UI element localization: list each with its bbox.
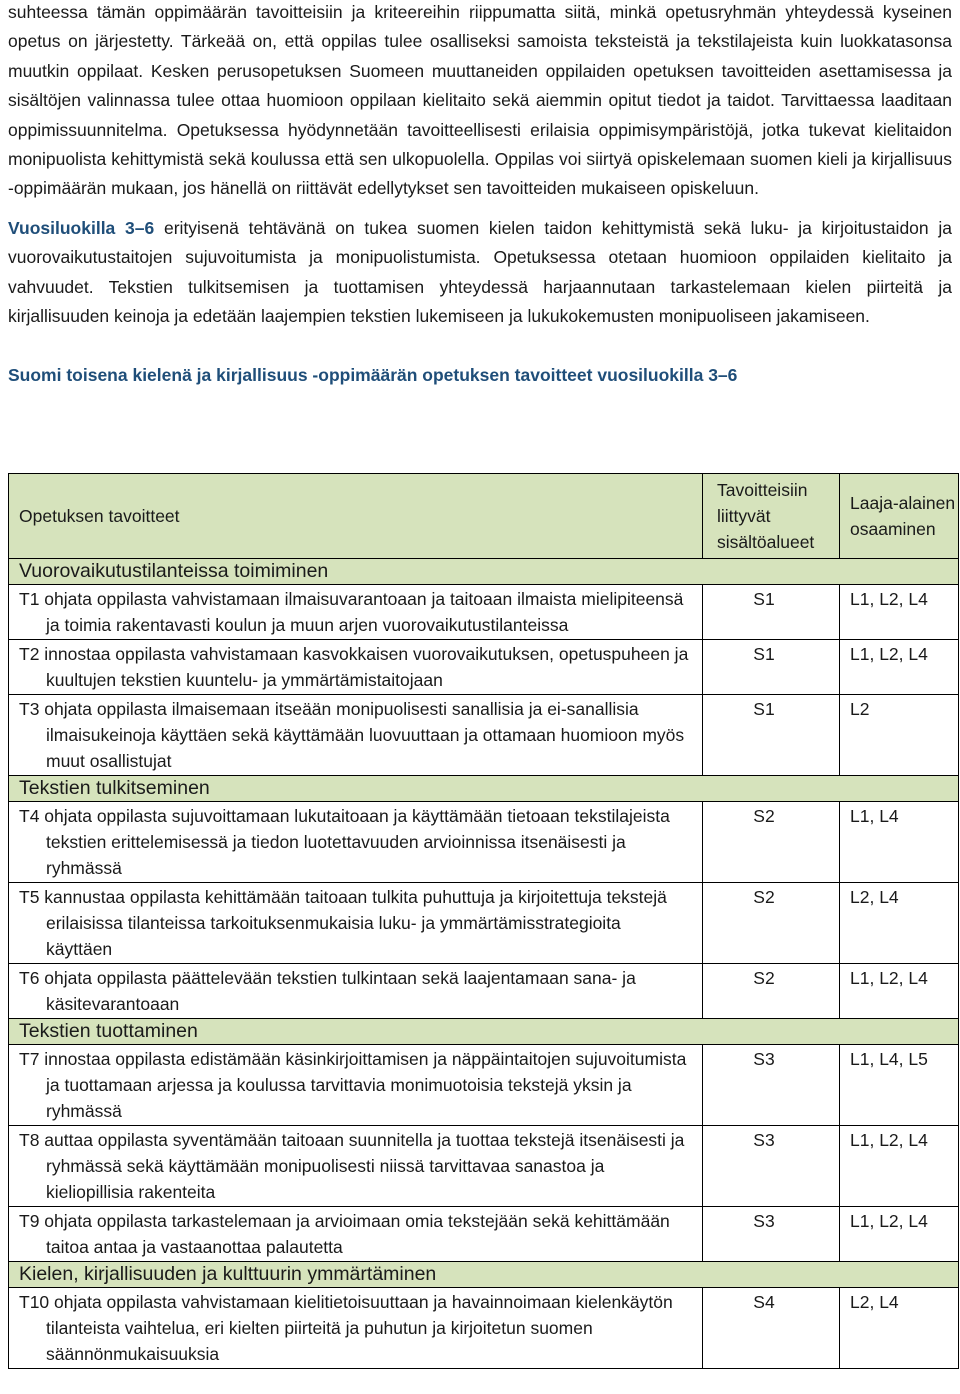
table-row	[9, 1045, 959, 1126]
competence-cell: L1, L4	[840, 802, 959, 883]
content-area-cell: S2	[703, 883, 840, 964]
content-area-cell: S3	[703, 1045, 840, 1126]
competence-cell: L2, L4	[840, 883, 959, 964]
competence-cell: L1, L2, L4	[840, 640, 959, 695]
goal-text: T2 innostaa oppilasta vahvistamaan kasvokkaisen vuorovaikutuksen, opetuspuheen ja kuultujen tekstien kuuntelu- ja ymmärtämistaitojaan	[9, 640, 703, 695]
competence-cell: L1, L2, L4	[840, 585, 959, 640]
competence-cell: L2	[840, 695, 959, 776]
section-row	[9, 1019, 959, 1045]
table-row	[9, 802, 959, 883]
content-area-cell: S3	[703, 1207, 840, 1262]
table-header-row	[9, 474, 959, 559]
intro-paragraph-2-text: erityisenä tehtävänä on tukea suomen kielen taidon kehittymistä sekä luku- ja kirjoitustaidon ja vuorovaikutustaitojen sujuvoitumista ja monipuolistumista. Opetuksessa otetaan huomioon oppilaiden kielitaito ja vahvuudet. Tekstien tulkitsemisen ja tuottamisen yhteydessä harjaannutaan tarkastelemaan kielen piirteitä ja kirjallisuuden keinoja ja edetään laajempien tekstien lukemiseen ja lukukokemusten monipuoliseen jakamiseen.	[8, 217, 953, 327]
content-area-cell: S2	[703, 802, 840, 883]
intro-paragraph-2	[8, 214, 952, 332]
section-title: Tekstien tuottaminen	[9, 1019, 959, 1045]
table-row	[9, 695, 959, 776]
content-area-cell: S1	[703, 585, 840, 640]
goal-text: T6 ohjata oppilasta päättelevään tekstien tulkintaan sekä laajentamaan sana- ja käsitevarantoaan	[9, 964, 703, 1019]
table-row	[9, 585, 959, 640]
table-row	[9, 1126, 959, 1207]
content-area-cell: S1	[703, 695, 840, 776]
goal-text: T5 kannustaa oppilasta kehittämään taitoaan tulkita puhuttuja ja kirjoitettuja tekstejä erilaisissa tilanteissa tarkoituksenmukaisia luku- ja ymmärtämisstrategioita käyttäen	[9, 883, 703, 964]
goals-table	[8, 473, 959, 1369]
header-competence: Laaja-alainen osaaminen	[840, 474, 959, 559]
section-title: Kielen, kirjallisuuden ja kulttuurin ymmärtäminen	[9, 1262, 959, 1288]
goal-text: T7 innostaa oppilasta edistämään käsinkirjoittamisen ja näppäintaitojen sujuvoitumista ja tuottamaan arjessa ja koulussa tarvittavia monimuotoisia tekstejä yksin ja ryhmässä	[9, 1045, 703, 1126]
section-row	[9, 776, 959, 802]
goal-text: T9 ohjata oppilasta tarkastelemaan ja arvioimaan omia tekstejään sekä kehittämään taitoa antaa ja vastaanottaa palautetta	[9, 1207, 703, 1262]
goal-text: T10 ohjata oppilasta vahvistamaan kielitietoisuuttaan ja havainnoimaan kielenkäytön tilanteista vaihtelua, eri kielten piirteitä ja puhutun ja kirjoitetun suomen säännönmukaisuuksia	[9, 1288, 703, 1369]
goal-text: T8 auttaa oppilasta syventämään taitoaan suunnitella ja tuottaa tekstejä itsenäisesti ja ryhmässä sekä käyttämään monipuolisesti niissä tarvittavaa sanastoa ja kieliopillisia rakenteita	[9, 1126, 703, 1207]
table-row	[9, 883, 959, 964]
content-area-cell: S1	[703, 640, 840, 695]
table-row	[9, 1288, 959, 1369]
goal-text: T3 ohjata oppilasta ilmaisemaan itseään monipuolisesti sanallisia ja ei-sanallisia ilmaisukeinoja käyttäen sekä käyttämään luovuuttaan ja ottamaan huomioon myös muut osallistujat	[9, 695, 703, 776]
header-goals: Opetuksen tavoitteet	[9, 474, 703, 559]
section-row	[9, 559, 959, 585]
content-area-cell: S4	[703, 1288, 840, 1369]
content-area-cell: S3	[703, 1126, 840, 1207]
competence-cell: L2, L4	[840, 1288, 959, 1369]
section-title: Vuorovaikutustilanteissa toimiminen	[9, 559, 959, 585]
intro-paragraph-1: suhteessa tämän oppimäärän tavoitteisiin ja kriteereihin riippumatta siitä, minkä opetusryhmän yhteydessä kyseinen opetus on järjestetty. Tärkeää on, että oppilas tulee osalliseksi samoista teksteistä ja tekstilajeista kuin luokkatasonsa muutkin oppilaat. Kesken perusopetuksen Suomeen muuttaneiden oppilaiden opetuksen tavoitteiden asettamisessa ja sisältöjen valinnassa tulee ottaa huomioon oppilaan kielitaito sekä aiemmin opitut tiedot ja taidot. Tarvittaessa laaditaan oppimissuunnitelma. Opetuksessa hyödynnetään tavoitteellisesti erilaisia oppimisympäristöjä, jotka tukevat kielitaidon monipuolista kehittymistä sekä koulussa että sen ulkopuolella. Oppilas voi siirtyä opiskelemaan suomen kieli ja kirjallisuus -oppimäärän mukaan, jos hänellä on riittävät edellytykset sen tavoitteiden mukaiseen opiskeluun.	[8, 2, 952, 199]
table-row	[9, 640, 959, 695]
goal-text: T1 ohjata oppilasta vahvistamaan ilmaisuvarantoaan ja taitoaan ilmaista mielipiteensä ja toimia rakentavasti koulun ja muun arjen vuorovaikutustilanteissa	[9, 585, 703, 640]
content-area-cell: S2	[703, 964, 840, 1019]
competence-cell: L1, L2, L4	[840, 1126, 959, 1207]
table-row	[9, 964, 959, 1019]
competence-cell: L1, L4, L5	[840, 1045, 959, 1126]
header-content-areas: Tavoitteisiin liittyvät sisältöalueet	[703, 474, 840, 559]
competence-cell: L1, L2, L4	[840, 1207, 959, 1262]
section-title: Tekstien tulkitseminen	[9, 776, 959, 802]
table-row	[9, 1207, 959, 1262]
competence-cell: L1, L2, L4	[840, 964, 959, 1019]
goal-text: T4 ohjata oppilasta sujuvoittamaan lukutaitoaan ja käyttämään tietoaan tekstilajeista tekstien erittelemisessä ja tiedon luotettavuuden arvioinnissa itsenäisesti ja ryhmässä	[9, 802, 703, 883]
grade-lead: Vuosiluokilla 3–6	[8, 217, 155, 238]
section-row	[9, 1262, 959, 1288]
table-title: Suomi toisena kielenä ja kirjallisuus -oppimäärän opetuksen tavoitteet vuosiluokilla 3–6	[8, 365, 738, 386]
